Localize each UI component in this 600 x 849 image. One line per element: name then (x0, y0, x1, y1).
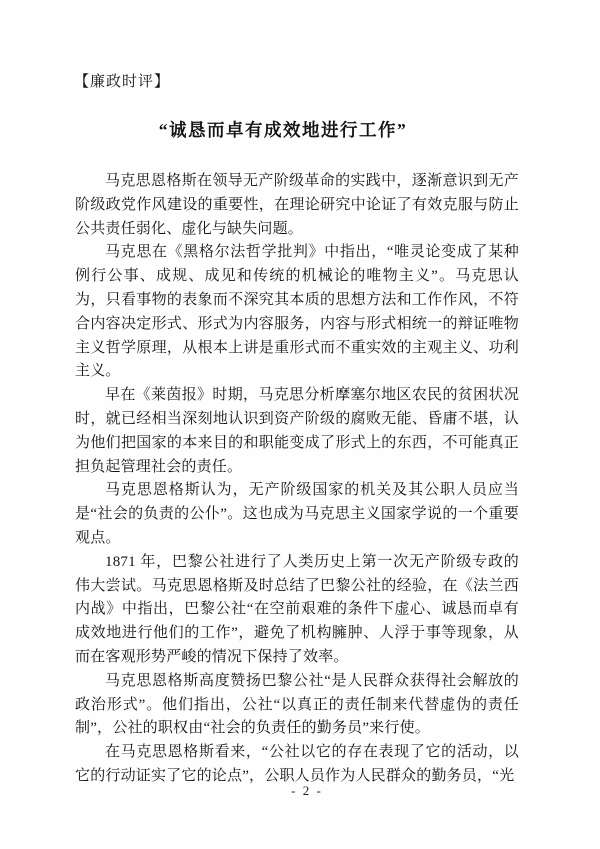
section-header: 【廉政时评】 (74, 74, 171, 90)
paragraph: 在马克思恩格斯看来，“公社以它的存在表现了它的活动，以它的行动证实了它的论点”，公职人员作为人民群众的勤务员，“光 (75, 744, 519, 784)
page-title: “诚恳而卓有成效地进行工作” (158, 120, 408, 140)
paragraph: 马克思在《黑格尔法哲学批判》中指出，“唯灵论变成了某种例行公事、成规、成见和传统的机械论的唯物主义”。马克思认为，只看事物的表象而不深究其本质的思想方法和工作作风，不符合内容决定形式、形式为内容服务，内容与形式相统一的辩证唯物主义哲学原理，从根本上讲是重形式而不重实效的主观主义、功利主义。 (75, 244, 519, 380)
paragraph: 早在《莱茵报》时期，马克思分析摩塞尔地区农民的贫困状况时，就已经相当深刻地认识到资产阶级的腐败无能、昏庸不堪，认为他们把国家的本来目的和职能变成了形式上的东西，不可能真正担负起管理社会的责任。 (75, 387, 519, 475)
page-number: - 2 - (291, 783, 323, 798)
paragraph: 1871 年，巴黎公社进行了人类历史上第一次无产阶级专政的伟大尝试。马克思恩格斯及时总结了巴黎公社的经验，在《法兰西内战》中指出，巴黎公社“在空前艰难的条件下虚心、诚恳而卓有成效地进行他们的工作”，避免了机构臃肿、人浮于事等现象，从而在客观形势严峻的情况下保持了效率。 (75, 553, 519, 665)
paragraph: 马克思恩格斯高度赞扬巴黎公社“是人民群众获得社会解放的政治形式”。他们指出，公社“以真正的责任制来代替虚伪的责任制”，公社的职权由“社会的负责任的勤务员”来行使。 (75, 672, 519, 737)
document-body (75, 170, 519, 789)
paragraph: 马克思恩格斯认为，无产阶级国家的机关及其公职人员应当是“社会的负责的公仆”。这也成为马克思主义国家学说的一个重要观点。 (75, 482, 519, 546)
paragraph: 马克思恩格斯在领导无产阶级革命的实践中，逐渐意识到无产阶级政党作风建设的重要性，在理论研究中论证了有效克服与防止公共责任弱化、虚化与缺失问题。 (75, 173, 519, 237)
